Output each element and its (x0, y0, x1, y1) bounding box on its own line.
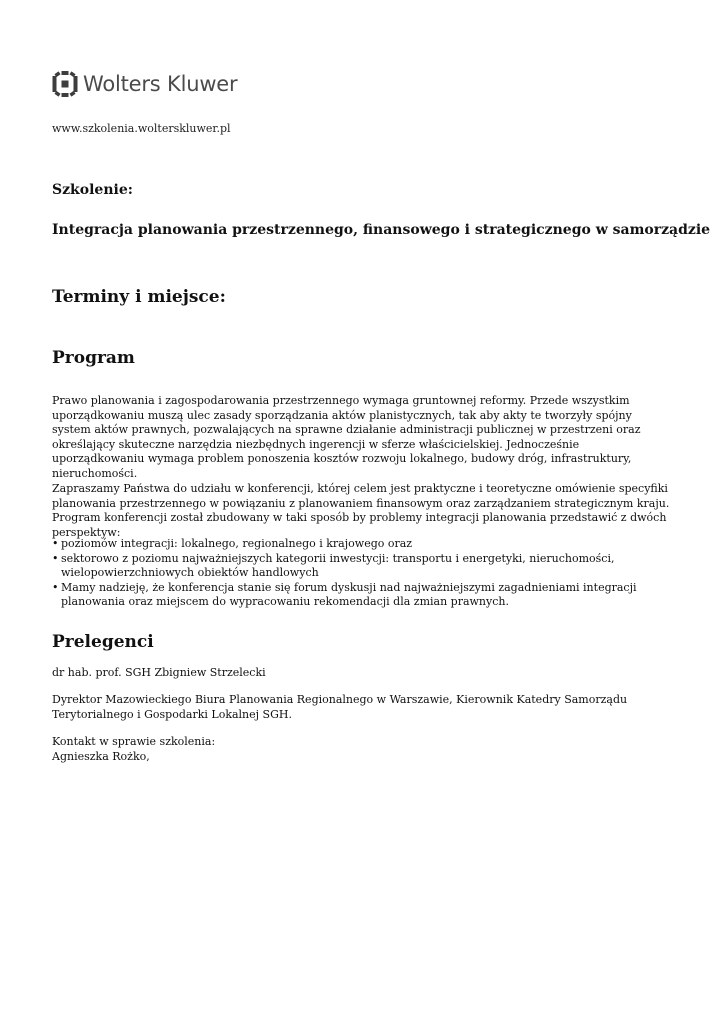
training-title: Integracja planowania przestrzennego, finansowego i strategicznego w samorządzie (52, 222, 711, 238)
list-item: • sektorowo z poziomu najważniejszych kategorii inwestycji: transportu i energetyki, nieruchomości, wielopowierzchniowych obiektów handlowych (52, 552, 674, 581)
program-bullet-list (52, 537, 674, 610)
speakers-heading: Prelegenci (52, 632, 154, 652)
speaker-bio: Dyrektor Mazowieckiego Biura Planowania Regionalnego w Warszawie, Kierownik Katedry Samorządu Terytorialnego i Gospodarki Lokalnej SGH. (52, 693, 628, 721)
brand-logo (52, 70, 237, 98)
brand-name: Wolters Kluwer (83, 72, 238, 96)
contact-label: Kontakt w sprawie szkolenia: (52, 735, 216, 748)
training-label: Szkolenie: (52, 182, 133, 198)
program-paragraph-1: Prawo planowania i zagospodarowania przestrzennego wymaga gruntownej reformy. Przede wszystkim uporządkowaniu muszą ulec zasady sporządzania aktów planistycznych, tak aby akty te tworzyły spójny system aktów prawnych, pozwalających na sprawne działanie administracji publicznej w przestrzeni oraz określający skuteczne narzędzia niezbędnych ingerencji w sferze właścicielskiej. Jednocześnie uporządkowaniu wymaga problem ponoszenia kosztów rozwoju lokalnego, budowy dróg, infrastruktury, nieruchomości. (52, 394, 641, 480)
program-heading: Program (52, 348, 135, 368)
list-item: • Mamy nadzieję, że konferencja stanie się forum dyskusji nad najważniejszymi zagadnieniami integracji planowania oraz miejscem do wypracowaniu rekomendacji dla zmian prawnych. (52, 581, 674, 610)
speaker-name: dr hab. prof. SGH Zbigniew Strzelecki (52, 666, 266, 679)
program-paragraph-2: Zapraszamy Państwa do udziału w konferencji, której celem jest praktyczne i teoretyczne omówienie specyfiki planowania przestrzennego w powiązaniu z planowaniem finansowym oraz zarządzaniem strategicznym kraju. Program konferencji został zbudowany w taki sposób by problemy integracji planowania przedstawić z dwóch perspektyw: (52, 482, 670, 539)
terms-heading: Terminy i miejsce: (52, 287, 226, 307)
website-url[interactable]: www.szkolenia.wolterskluwer.pl (52, 122, 231, 135)
contact-person: Agnieszka Rożko, (52, 750, 150, 763)
wolters-kluwer-logo-icon (52, 70, 78, 98)
list-item: • poziomów integracji: lokalnego, regionalnego i krajowego oraz (52, 537, 674, 552)
